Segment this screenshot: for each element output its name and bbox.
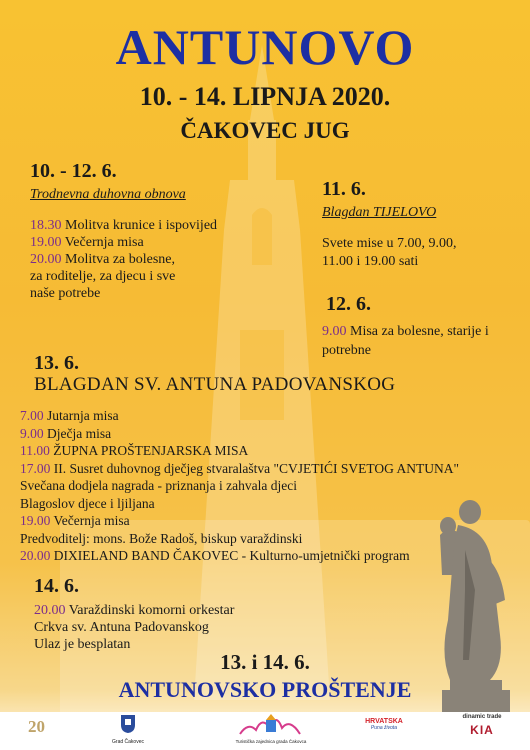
item-text: Molitva za bolesne, bbox=[61, 252, 176, 267]
text-line: Blagoslov djece i ljiljana bbox=[20, 495, 155, 511]
list-item bbox=[20, 407, 459, 425]
item-text: Večernja misa bbox=[61, 235, 144, 250]
event-location: ČAKOVEC JUG bbox=[180, 118, 350, 143]
item-continuation: naše potrebe bbox=[30, 286, 101, 301]
text-line: Svečana dodjela nagrada - priznanja i zahvala djeci bbox=[20, 478, 297, 493]
block4-subtitle: BLAGDAN SV. ANTUNA PADOVANSKOG bbox=[34, 374, 396, 395]
croatia-logo bbox=[362, 718, 406, 731]
block1-list bbox=[30, 217, 217, 302]
text-line: Ulaz je besplatan bbox=[34, 637, 131, 652]
item-text: Jutarnja misa bbox=[43, 408, 119, 423]
text-line: Svete mise u 7.00, 9.00, bbox=[322, 236, 457, 251]
item-text: Večernja misa bbox=[50, 513, 130, 528]
block2-heading: 11. 6. bbox=[322, 178, 366, 200]
time-label: 19.00 bbox=[30, 235, 62, 250]
list-item bbox=[322, 322, 489, 341]
list-item bbox=[20, 442, 459, 460]
time-label: 9.00 bbox=[322, 324, 347, 339]
item-text: Dječja misa bbox=[43, 425, 112, 441]
time-label: 7.00 bbox=[20, 408, 44, 423]
text-line: 11.00 i 19.00 sati bbox=[322, 254, 419, 269]
item-text: DIXIELAND BAND ČAKOVEC bbox=[50, 548, 239, 563]
block4-heading: 13. 6. bbox=[34, 352, 79, 374]
croatia-slogan: Puna života bbox=[370, 725, 398, 731]
footer-dates: 13. i 14. 6. bbox=[220, 650, 310, 674]
time-label: 9.00 bbox=[20, 425, 44, 441]
event-dates: 10. - 14. LIPNJA 2020. bbox=[139, 82, 391, 111]
item-continuation: za roditelje, za djecu i sve bbox=[30, 269, 176, 284]
sponsor-bar bbox=[0, 712, 530, 750]
tourist-board-label: Turistička zajednica grada Čakovca bbox=[235, 739, 307, 744]
list-item bbox=[20, 425, 459, 443]
time-label: 18.30 bbox=[30, 218, 62, 233]
croatia-label: HRVATSKA bbox=[365, 718, 403, 725]
list-item bbox=[20, 512, 459, 530]
block2-text bbox=[322, 235, 457, 271]
block5-heading: 14. 6. bbox=[34, 575, 79, 597]
anniversary-logo bbox=[28, 717, 52, 741]
list-item bbox=[30, 217, 217, 234]
item-text: II. Susret duhovnog dječjeg stvaralaštva "CVJETIĆI SVETOG ANTUNA" bbox=[50, 460, 459, 476]
tourist-board-icon bbox=[236, 714, 306, 736]
item-text-rest: - Kulturno-umjetnički program bbox=[238, 548, 410, 563]
list-item bbox=[20, 460, 459, 478]
item-text: Misa za bolesne, starije i bbox=[346, 324, 489, 339]
item-text: ŽUPNA PROŠTENJARSKA MISA bbox=[49, 443, 249, 458]
block5-text bbox=[34, 602, 234, 653]
block3-heading: 12. 6. bbox=[326, 293, 371, 315]
tourist-board-logo bbox=[226, 714, 316, 744]
block2-subtitle: Blagdan TIJELOVO bbox=[322, 205, 437, 220]
block3-text bbox=[322, 322, 489, 360]
list-item bbox=[34, 602, 234, 619]
text-line: Crkva sv. Antuna Padovanskog bbox=[34, 620, 209, 635]
page-title: ANTUNOVO bbox=[115, 19, 415, 75]
grad-cakovec-logo bbox=[108, 714, 148, 745]
grad-cakovec-label: Grad Čakovec bbox=[112, 739, 144, 745]
footer-title: ANTUNOVSKO PROŠTENJE bbox=[118, 677, 412, 702]
dinamic-trade-logo bbox=[452, 714, 512, 737]
time-label: 17.00 bbox=[20, 460, 51, 476]
block4-list bbox=[20, 407, 459, 565]
item-text: Varaždinski komorni orkestar bbox=[65, 603, 235, 618]
time-label: 20.00 bbox=[34, 603, 66, 618]
time-label: 20.00 bbox=[30, 252, 62, 267]
time-label: 20.00 bbox=[20, 548, 51, 563]
block1-heading: 10. - 12. 6. bbox=[30, 160, 117, 182]
dinamic-trade-label: dinamic trade bbox=[462, 714, 502, 720]
time-label: 19.00 bbox=[20, 513, 51, 528]
text-line: Predvoditelj: mons. Bože Radoš, biskup varaždinski bbox=[20, 530, 303, 546]
coat-of-arms-icon bbox=[120, 714, 136, 734]
list-item bbox=[30, 234, 217, 251]
list-item bbox=[20, 547, 459, 565]
anniversary-number: 20 bbox=[28, 717, 45, 736]
item-continuation: potrebne bbox=[322, 343, 371, 358]
block1-subtitle: Trodnevna duhovna obnova bbox=[30, 187, 186, 202]
time-label: 11.00 bbox=[20, 443, 50, 458]
item-text: Molitva krunice i ispovijed bbox=[61, 218, 218, 233]
kia-logo: KIA bbox=[470, 723, 494, 737]
list-item bbox=[30, 251, 217, 268]
